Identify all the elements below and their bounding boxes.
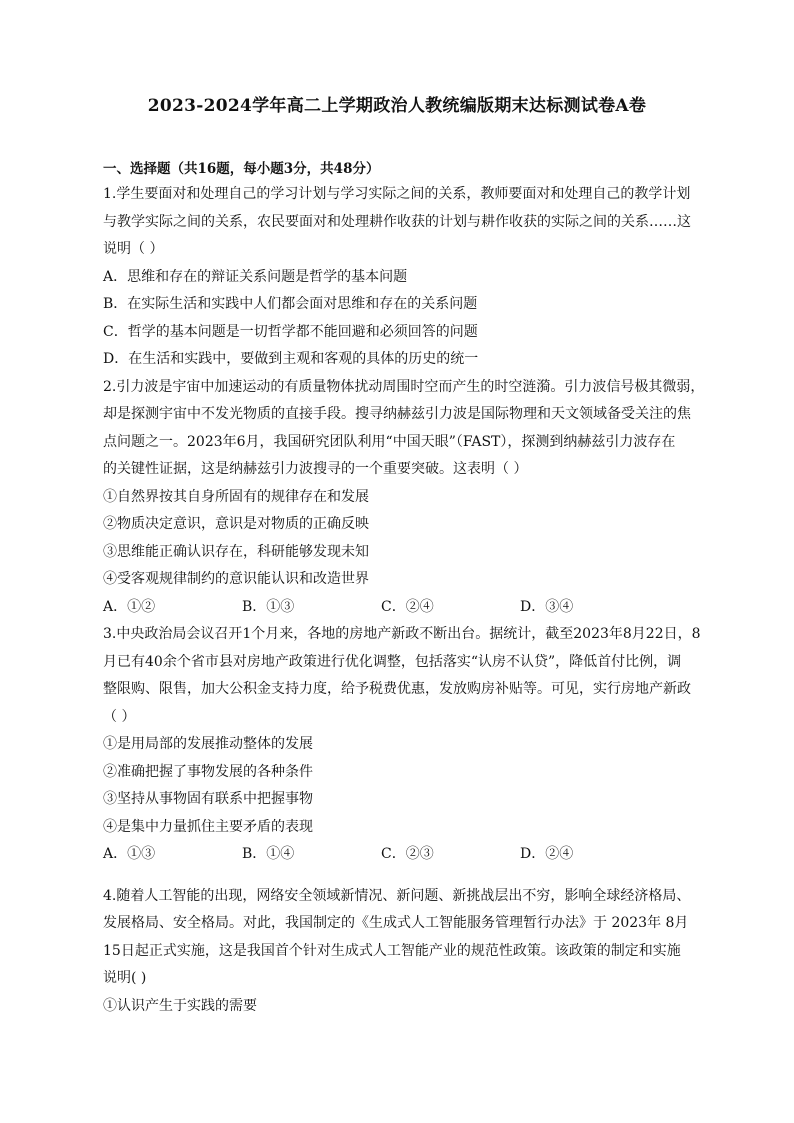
- question-stem-line: 却是探测宇宙中不发光物质的直接手段。搜寻纳赫兹引力波是国际物理和天文领域备受关注的焦: [103, 406, 691, 422]
- answer-option-a: A．①②: [103, 598, 156, 615]
- question-stem-line: 说明（ ）: [103, 241, 164, 257]
- question-3: [103, 625, 703, 873]
- answer-option-b: B．在实际生活和实践中人们都会面对思维和存在的关系问题: [103, 296, 478, 312]
- question-stem-line: 发展格局、安全格局。对此，我国制定的《生成式人工智能服务管理暂行办法》于 2023年 8月: [103, 915, 689, 931]
- question-stem-line: 说明( ): [103, 970, 147, 986]
- question-stem-line: （ ）: [103, 708, 136, 725]
- question-2: [103, 378, 703, 626]
- question-stem-line: 月已有40余个省市县对房地产政策进行优化调整，包括落实“认房不认贷”，降低首付比例，调: [103, 653, 682, 670]
- statement-1: ①认识产生于实践的需要: [103, 997, 257, 1014]
- spacer: [103, 873, 703, 887]
- question-stem-line: 4.随着人工智能的出现，网络安全领域新情况、新问题、新挑战层出不穷，影响全球经济格局、: [103, 887, 691, 904]
- answer-option-c: C．②③: [381, 846, 434, 862]
- question-stem-line: 与教学实际之间的关系，农民要面对和处理耕作收获的计划与耕作收获的实际之间的关系……这: [103, 213, 691, 230]
- answer-option-d: D．在生活和实践中，要做到主观和客观的具体的历史的统一: [103, 351, 479, 367]
- question-4: [103, 887, 703, 1025]
- question-stem-line: 的关键性证据，这是纳赫兹引力波搜寻的一个重要突破。这表明（ ）: [103, 461, 528, 477]
- answer-option-b: B．①④: [242, 846, 295, 862]
- question-stem-line: 15日起正式实施，这是我国首个针对生成式人工智能产业的规范性政策。该政策的制定和实施: [103, 942, 681, 959]
- answer-options-row: [103, 598, 703, 626]
- answer-option-d: D．③④: [520, 598, 574, 615]
- section-heading: 一、选择题（共16题，每小题3分，共48分）: [103, 161, 380, 177]
- question-stem-line: 点问题之一。2023年6月，我国研究团队利用“中国天眼”（FAST），探测到纳赫兹引力波存在: [103, 433, 676, 450]
- statement-4: ④是集中力量抓住主要矛盾的表现: [103, 818, 313, 835]
- statement-2: ②准确把握了事物发展的各种条件: [103, 763, 313, 780]
- question-stem-line: 2.引力波是宇宙中加速运动的有质量物体扰动周围时空而产生的时空涟漪。引力波信号极其微弱，: [103, 378, 705, 395]
- answer-option-a: A．思维和存在的辩证关系问题是哲学的基本问题: [103, 268, 408, 285]
- answer-option-c: C．哲学的基本问题是一切哲学都不能回避和必须回答的问题: [103, 323, 478, 340]
- page-title: 2023-2024学年高二上学期政治人教统编版期末达标测试卷A卷: [147, 96, 647, 116]
- answer-option-a: A．①③: [103, 846, 156, 862]
- question-stem-line: 3.中央政治局会议召开1个月来，各地的房地产新政不断出台。据统计，截至2023年8月22日，8: [103, 626, 701, 642]
- answer-option-d: D．②④: [520, 846, 574, 862]
- statement-3: ③坚持从事物固有联系中把握事物: [103, 791, 313, 807]
- statement-2: ②物质决定意识，意识是对物质的正确反映: [103, 516, 369, 532]
- statement-3: ③思维能正确认识存在，科研能够发现未知: [103, 543, 369, 560]
- statement-4: ④受客观规律制约的意识能认识和改造世界: [103, 571, 369, 587]
- statement-1: ①自然界按其自身所固有的规律存在和发展: [103, 488, 369, 505]
- statement-1: ①是用局部的发展推动整体的发展: [103, 736, 313, 752]
- answer-option-b: B．①③: [242, 598, 295, 615]
- question-stem-line: 整限购、限售，加大公积金支持力度，给予税费优惠，发放购房补贴等。可见，实行房地产新政: [103, 681, 691, 697]
- answer-option-c: C．②④: [381, 598, 434, 615]
- exam-content: [103, 160, 703, 1024]
- answer-options-row: [103, 845, 703, 873]
- question-1: [103, 185, 703, 378]
- question-stem-line: 1.学生要面对和处理自己的学习计划与学习实际之间的关系，教师要面对和处理自己的教学计划: [103, 186, 691, 202]
